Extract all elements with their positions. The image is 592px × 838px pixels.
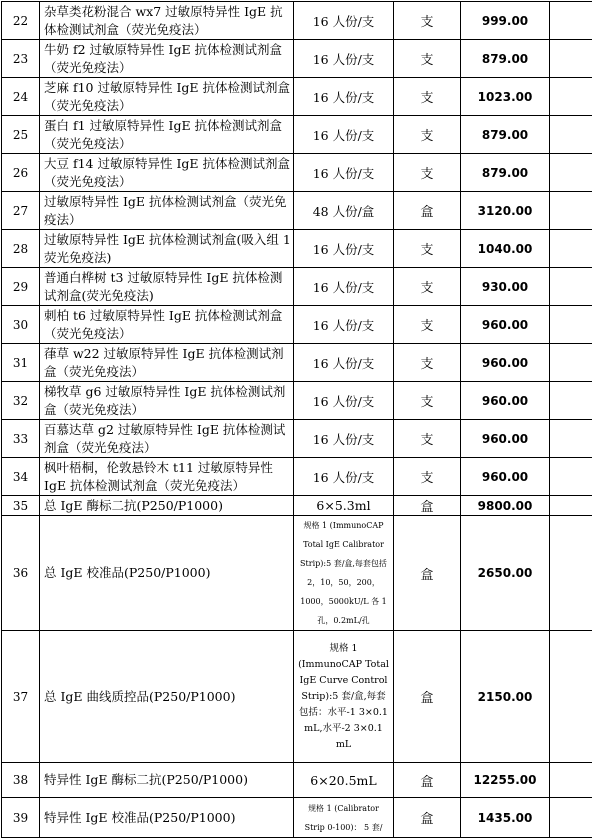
item-spec: 16 人份/支: [294, 116, 394, 154]
row-number: 34: [2, 458, 40, 496]
table-row: [2, 116, 592, 154]
item-unit: 支: [394, 268, 461, 306]
table-row: [2, 458, 592, 496]
item-name: 杂草类花粉混合 wx7 过敏原特异性 IgE 抗体检测试剂盒（荧光免疫法）: [40, 2, 294, 40]
row-number: 38: [2, 763, 40, 798]
table-row: [2, 763, 592, 798]
item-unit: 盒: [394, 192, 461, 230]
item-spec: 16 人份/支: [294, 306, 394, 344]
item-price: 960.00: [461, 458, 550, 496]
item-unit: 支: [394, 78, 461, 116]
item-price: 12255.00: [461, 763, 550, 798]
item-spec: 16 人份/支: [294, 420, 394, 458]
item-name: 总 IgE 曲线质控品(P250/P1000): [40, 631, 294, 763]
empty-cell: [550, 344, 592, 382]
empty-cell: [550, 230, 592, 268]
table-row: [2, 420, 592, 458]
row-number: 37: [2, 631, 40, 763]
item-name: 特异性 IgE 校准品(P250/P1000): [40, 798, 294, 838]
row-number: 36: [2, 516, 40, 631]
item-name: 总 IgE 酶标二抗(P250/P1000): [40, 496, 294, 516]
empty-cell: [550, 2, 592, 40]
price-table: [1, 1, 592, 838]
table-row: [2, 306, 592, 344]
empty-cell: [550, 798, 592, 838]
item-unit: 盒: [394, 798, 461, 838]
row-number: 25: [2, 116, 40, 154]
item-unit: 盒: [394, 763, 461, 798]
empty-cell: [550, 763, 592, 798]
item-spec: 16 人份/支: [294, 458, 394, 496]
row-number: 29: [2, 268, 40, 306]
table-row: [2, 40, 592, 78]
table-row: [2, 230, 592, 268]
item-name: 特异性 IgE 酶标二抗(P250/P1000): [40, 763, 294, 798]
table-row: [2, 798, 592, 838]
empty-cell: [550, 458, 592, 496]
item-name: 牛奶 f2 过敏原特异性 IgE 抗体检测试剂盒（荧光免疫法）: [40, 40, 294, 78]
item-unit: 盒: [394, 496, 461, 516]
table-row: [2, 268, 592, 306]
item-unit: 支: [394, 230, 461, 268]
item-price: 960.00: [461, 306, 550, 344]
item-unit: 盒: [394, 516, 461, 631]
empty-cell: [550, 420, 592, 458]
table-row: [2, 382, 592, 420]
item-price: 999.00: [461, 2, 550, 40]
item-unit: 支: [394, 154, 461, 192]
row-number: 32: [2, 382, 40, 420]
empty-cell: [550, 268, 592, 306]
item-spec: 规格 1 (ImmunoCAP Total IgE Curve Control Strip):5 套/盒,每套包括：水平-1 3×0.1 mL,水平-2 3×0.1 mL: [294, 631, 394, 763]
empty-cell: [550, 154, 592, 192]
empty-cell: [550, 496, 592, 516]
row-number: 23: [2, 40, 40, 78]
item-unit: 支: [394, 458, 461, 496]
item-unit: 支: [394, 344, 461, 382]
item-name: 百慕达草 g2 过敏原特异性 IgE 抗体检测试剂盒（荧光免疫法）: [40, 420, 294, 458]
item-spec: 16 人份/支: [294, 2, 394, 40]
row-number: 24: [2, 78, 40, 116]
row-number: 26: [2, 154, 40, 192]
item-unit: 支: [394, 2, 461, 40]
item-price: 879.00: [461, 116, 550, 154]
item-spec: 16 人份/支: [294, 344, 394, 382]
item-spec: 6×5.3ml: [294, 496, 394, 516]
item-spec: 6×20.5mL: [294, 763, 394, 798]
item-price: 879.00: [461, 40, 550, 78]
empty-cell: [550, 631, 592, 763]
empty-cell: [550, 116, 592, 154]
empty-cell: [550, 306, 592, 344]
item-unit: 支: [394, 116, 461, 154]
item-price: 3120.00: [461, 192, 550, 230]
item-price: 960.00: [461, 420, 550, 458]
item-unit: 支: [394, 420, 461, 458]
table-row: [2, 154, 592, 192]
item-unit: 盒: [394, 631, 461, 763]
table-row: [2, 496, 592, 516]
row-number: 31: [2, 344, 40, 382]
item-spec: 16 人份/支: [294, 78, 394, 116]
row-number: 22: [2, 2, 40, 40]
empty-cell: [550, 382, 592, 420]
item-price: 2150.00: [461, 631, 550, 763]
row-number: 35: [2, 496, 40, 516]
item-name: 芝麻 f10 过敏原特异性 IgE 抗体检测试剂盒（荧光免疫法）: [40, 78, 294, 116]
item-unit: 支: [394, 382, 461, 420]
item-name: 过敏原特异性 IgE 抗体检测试剂盒（荧光免疫法）: [40, 192, 294, 230]
item-unit: 支: [394, 306, 461, 344]
table-row: [2, 516, 592, 631]
table-row: [2, 2, 592, 40]
row-number: 33: [2, 420, 40, 458]
item-spec: 16 人份/支: [294, 268, 394, 306]
item-spec: 16 人份/支: [294, 382, 394, 420]
empty-cell: [550, 40, 592, 78]
empty-cell: [550, 78, 592, 116]
table-row: [2, 344, 592, 382]
item-price: 960.00: [461, 382, 550, 420]
item-price: 2650.00: [461, 516, 550, 631]
table-row: [2, 78, 592, 116]
item-name: 过敏原特异性 IgE 抗体检测试剂盒(吸入组 1 荧光免疫法): [40, 230, 294, 268]
item-name: 葎草 w22 过敏原特异性 IgE 抗体检测试剂盒（荧光免疫法）: [40, 344, 294, 382]
row-number: 27: [2, 192, 40, 230]
item-name: 大豆 f14 过敏原特异性 IgE 抗体检测试剂盒（荧光免疫法）: [40, 154, 294, 192]
item-price: 1023.00: [461, 78, 550, 116]
empty-cell: [550, 192, 592, 230]
item-price: 9800.00: [461, 496, 550, 516]
table-row: [2, 631, 592, 763]
item-unit: 支: [394, 40, 461, 78]
item-price: 960.00: [461, 344, 550, 382]
item-price: 1435.00: [461, 798, 550, 838]
item-spec: 规格 1 (Calibrator Strip 0-100)： 5 套/: [294, 798, 394, 838]
item-price: 930.00: [461, 268, 550, 306]
item-name: 枫叶梧桐，伦敦悬铃木 t11 过敏原特异性 IgE 抗体检测试剂盒（荧光免疫法）: [40, 458, 294, 496]
empty-cell: [550, 516, 592, 631]
table-row: [2, 192, 592, 230]
item-name: 普通白桦树 t3 过敏原特异性 IgE 抗体检测试剂盒(荧光免疫法): [40, 268, 294, 306]
item-spec: 规格 1 (ImmunoCAP Total IgE Calibrator Strip):5 套/盒,每套包括 2，10，50，200，1000，5000kU/L 各 1 孔，0.2mL/孔: [294, 516, 394, 631]
item-name: 蛋白 f1 过敏原特异性 IgE 抗体检测试剂盒（荧光免疫法）: [40, 116, 294, 154]
item-name: 总 IgE 校准品(P250/P1000): [40, 516, 294, 631]
item-price: 1040.00: [461, 230, 550, 268]
item-spec: 16 人份/支: [294, 154, 394, 192]
row-number: 30: [2, 306, 40, 344]
item-spec: 16 人份/支: [294, 230, 394, 268]
item-spec: 16 人份/支: [294, 40, 394, 78]
item-price: 879.00: [461, 154, 550, 192]
item-spec: 48 人份/盒: [294, 192, 394, 230]
row-number: 28: [2, 230, 40, 268]
item-name: 刺柏 t6 过敏原特异性 IgE 抗体检测试剂盒（荧光免疫法）: [40, 306, 294, 344]
item-name: 梯牧草 g6 过敏原特异性 IgE 抗体检测试剂盒（荧光免疫法）: [40, 382, 294, 420]
row-number: 39: [2, 798, 40, 838]
